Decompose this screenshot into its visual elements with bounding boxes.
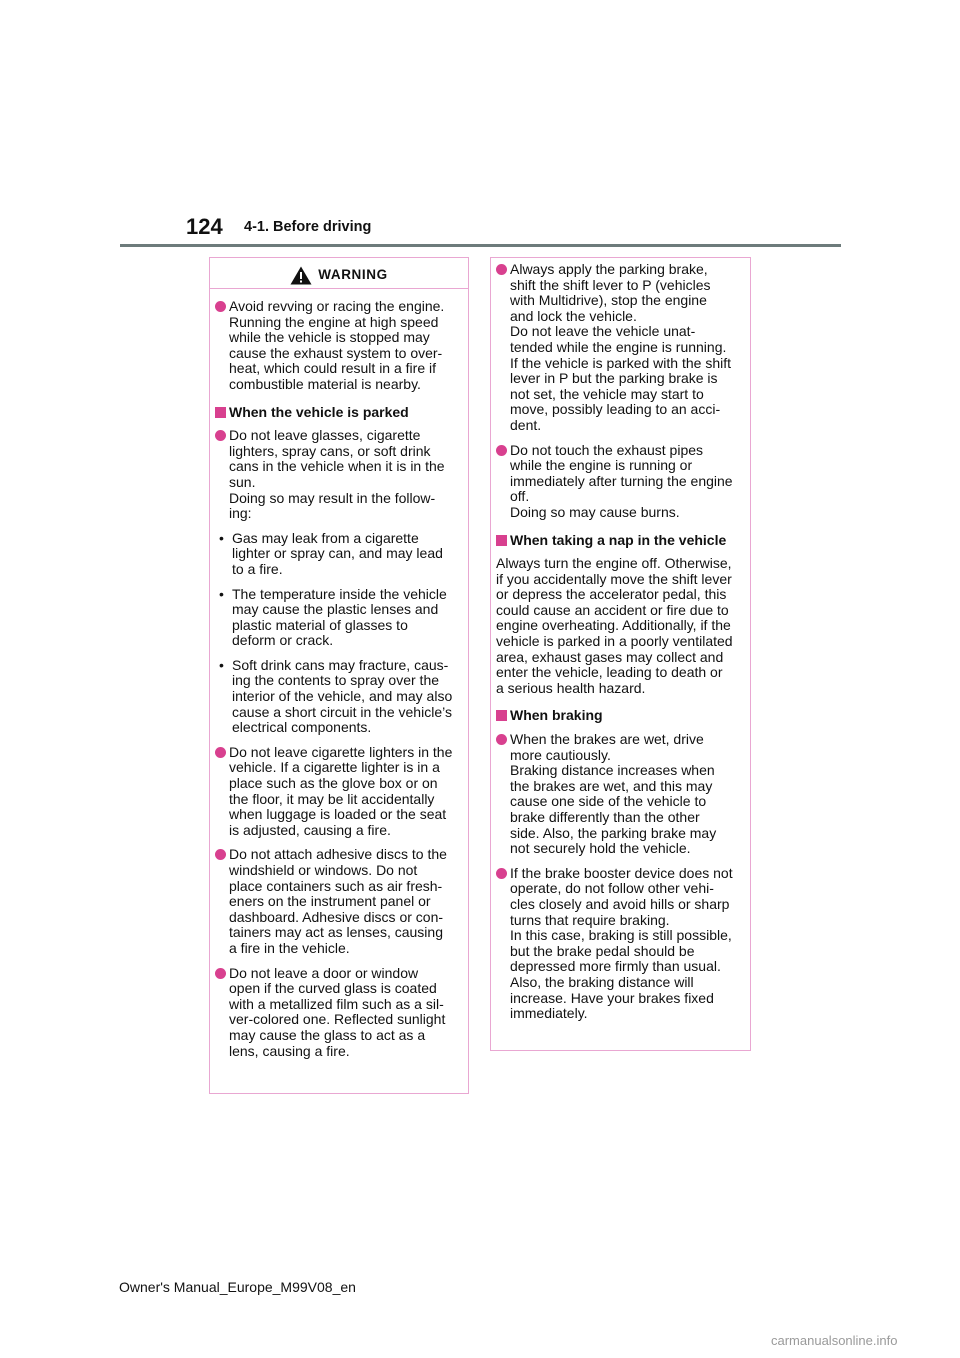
subhead-text: When the vehicle is parked <box>229 403 409 420</box>
warning-item-wet-brakes <box>496 732 738 857</box>
section-title: 4-1. Before driving <box>244 219 372 235</box>
pink-square-bullet-icon <box>215 407 226 418</box>
pink-circle-bullet-icon <box>496 264 507 275</box>
sub-item-text: Soft drink cans may fracture, caus- ing the contents to spray over the interior of the vehicle, and may also cause a short circuit in the vehicle’s electrical components. <box>232 656 453 736</box>
subhead-nap-in-vehicle <box>496 533 738 549</box>
warning-item-glasses-lighters <box>215 428 456 522</box>
pink-circle-bullet-icon <box>496 868 507 879</box>
sub-item-text: Gas may leak from a cigarette lighter or spray can, and may lead to a fire. <box>232 529 443 577</box>
paragraph-nap: Always turn the engine off. Otherwise, if you accidentally move the shift lever or depress the accelerator pedal, this could cause an accident or fire due to engine overheating. Additionally, if the vehicle is parked in a poorly ventilated area, exhaust gases may collect and enter the vehicle, leading to death or a serious health hazard. <box>496 555 733 696</box>
dot-bullet-icon: • <box>219 656 224 673</box>
subhead-text: When braking <box>510 707 603 724</box>
warning-item-curved-glass <box>215 966 456 1060</box>
warning-item-parking-brake <box>496 262 738 434</box>
item-text: If the brake booster device does not operate, do not follow other vehi- cles closely and avoid hills or sharp turns that require braking. In this case, braking is still possible, but the brake pedal should be depressed more firmly than usual. Also, the braking distance will increase. Have your brakes fixed immediately. <box>510 864 733 1022</box>
warning-box-right <box>490 257 751 1051</box>
pink-circle-bullet-icon <box>215 849 226 860</box>
pink-circle-bullet-icon <box>215 747 226 758</box>
warning-label: WARNING <box>318 267 388 283</box>
watermark: carmanualsonline.info <box>771 1333 898 1348</box>
warning-item-exhaust-pipes <box>496 443 738 521</box>
warning-triangle-icon <box>290 266 312 285</box>
dot-bullet-icon: • <box>219 529 224 546</box>
pink-square-bullet-icon <box>496 710 507 721</box>
pink-circle-bullet-icon <box>496 445 507 456</box>
footer-manual-name: Owner's Manual_Europe_M99V08_en <box>119 1279 356 1295</box>
subhead-braking <box>496 708 738 724</box>
sub-item-gas-leak <box>215 531 456 578</box>
warning-header <box>210 262 468 289</box>
header-rule <box>120 244 841 247</box>
item-text: Do not touch the exhaust pipes while the engine is running or immediately after turning the engine off. Doing so may cause burns. <box>510 441 733 520</box>
item-text: When the brakes are wet, drive more cautiously. Braking distance increases when the brakes are wet, and this may cause one side of the vehicle to brake differently than the other side. Also, the parking brake may not securely hold the vehicle. <box>510 731 717 857</box>
item-text: Avoid revving or racing the engine. Running the engine at high speed while the vehicle is stopped may cause the exhaust system to over- heat, which could result in a fire if combustible material is nearby. <box>229 298 445 392</box>
dot-bullet-icon: • <box>219 585 224 602</box>
subhead-text: When taking a nap in the vehicle <box>510 531 727 548</box>
item-text: Do not leave cigarette lighters in the vehicle. If a cigarette lighter is in a place such as the glove box or on the floor, it may be lit accidentally when luggage is loaded or the seat is adjusted, causing a fire. <box>229 743 453 838</box>
item-text: Always apply the parking brake, shift the shift lever to P (vehicles with Multidrive), stop the engine and lock the vehicle. Do not leave the vehicle unat- tended while the engine is running. If the vehicle is parked with the shift lever in P but the parking brake is not set, the vehicle may start to move, possibly leading to an acci- dent. <box>510 261 731 433</box>
warning-item-adhesive-discs <box>215 847 456 956</box>
item-text: Do not leave a door or window open if the curved glass is coated with a metallized film such as a sil- ver-colored one. Reflected sunlight may cause the glass to act as a lens, causing a fire. <box>229 964 446 1059</box>
item-text: Do not leave glasses, cigarette lighters, spray cans, or soft drink cans in the vehicle when it is in the sun. Doing so may result in the follow- ing: <box>229 427 445 522</box>
pink-square-bullet-icon <box>496 535 507 546</box>
item-text: Do not attach adhesive discs to the windshield or windows. Do not place containers such as air fresh- eners on the instrument panel or dashboard. Adhesive discs or con- tainers may act as lenses, causing a fire in the vehicle. <box>229 846 447 956</box>
warning-box-left <box>209 257 469 1094</box>
page-number: 124 <box>186 214 223 239</box>
pink-circle-bullet-icon <box>215 968 226 979</box>
pink-circle-bullet-icon <box>215 430 226 441</box>
subhead-vehicle-parked <box>215 405 456 421</box>
warning-item-revving <box>215 299 456 393</box>
warning-item-brake-booster <box>496 866 738 1022</box>
sub-item-text: The temperature inside the vehicle may cause the plastic lenses and plastic material of glasses to deform or crack. <box>232 585 447 649</box>
warning-item-cigarette-lighters <box>215 745 456 839</box>
pink-circle-bullet-icon <box>496 734 507 745</box>
sub-item-soft-drink <box>215 658 456 736</box>
pink-circle-bullet-icon <box>215 301 226 312</box>
sub-item-temperature <box>215 587 456 649</box>
